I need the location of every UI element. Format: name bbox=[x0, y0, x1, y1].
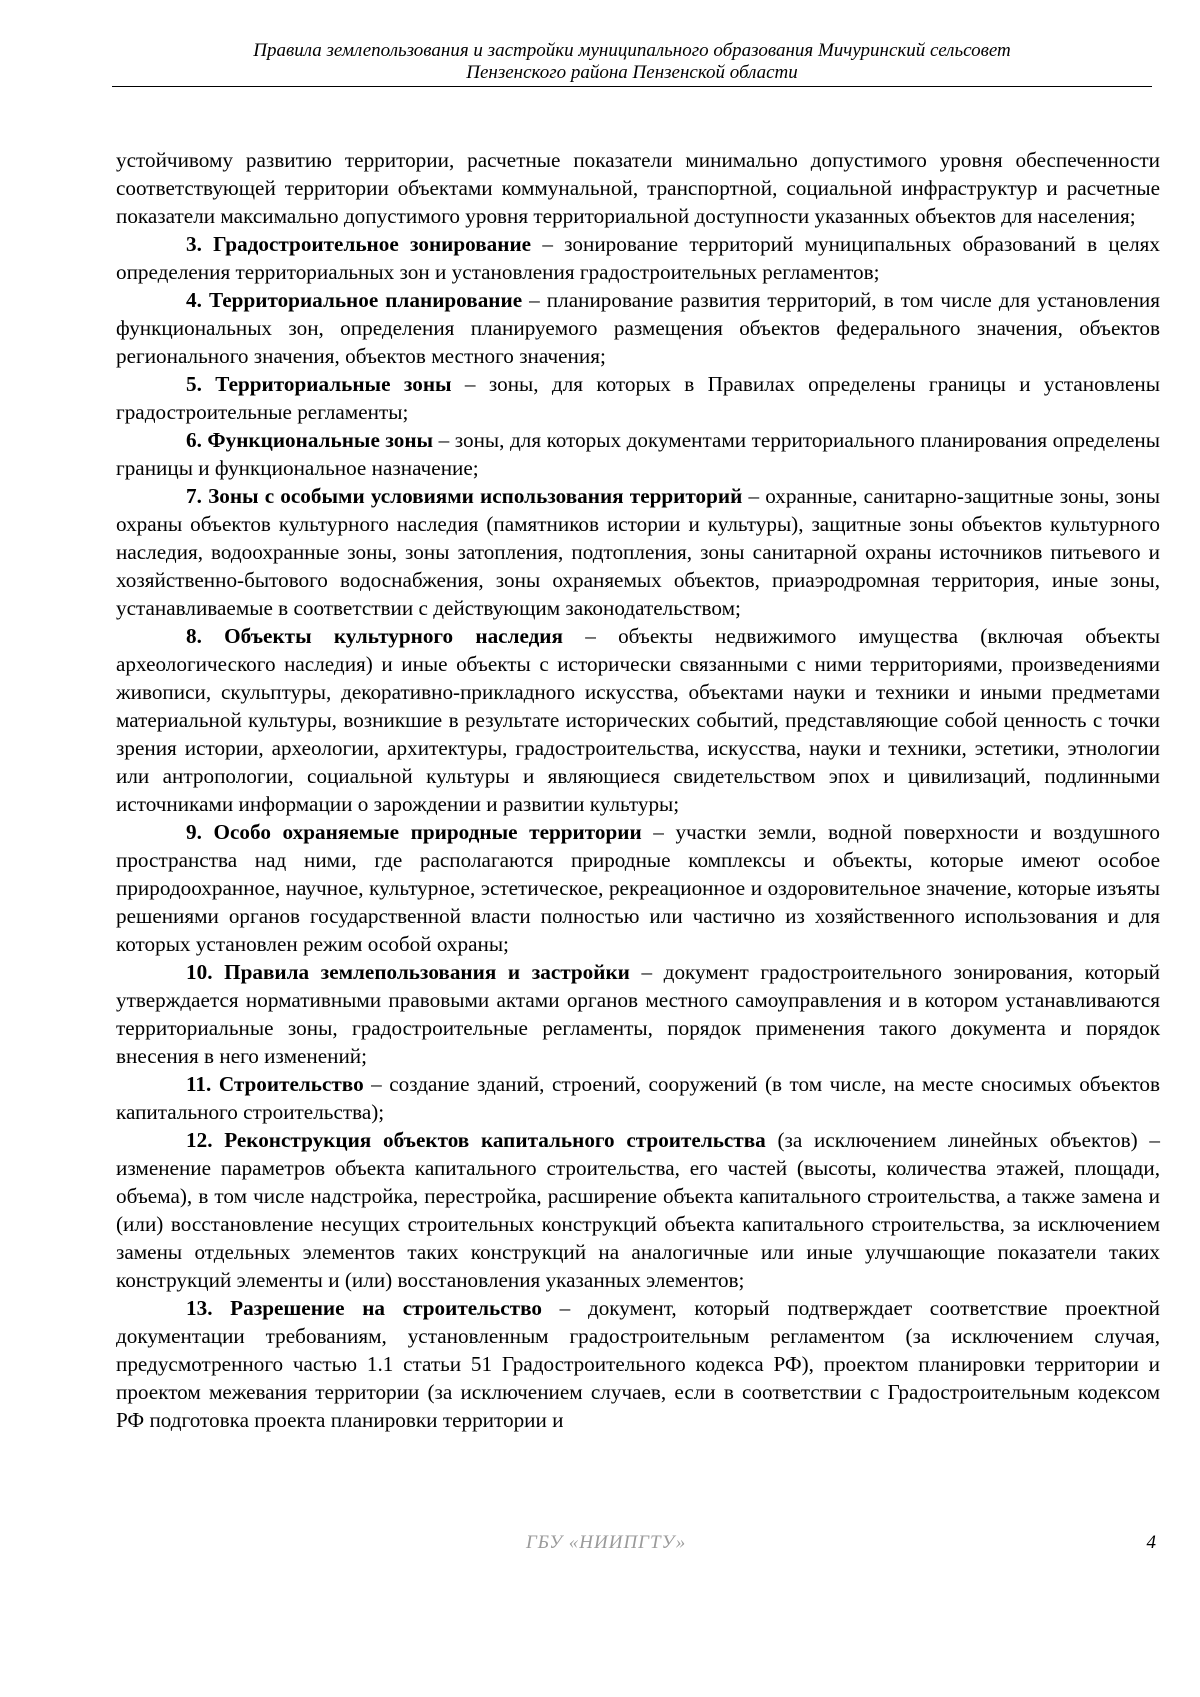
item-number: 10. bbox=[186, 960, 213, 984]
item-number: 4. bbox=[186, 288, 202, 312]
header-line-2: Пензенского района Пензенской области bbox=[466, 62, 798, 83]
item-number: 3. bbox=[186, 232, 202, 256]
item-term: 10. Правила землепользования и застройки bbox=[186, 960, 630, 984]
item-number: 13. bbox=[186, 1296, 213, 1320]
page-header bbox=[112, 40, 1152, 84]
item-text: – участки земли, водной поверхности и воздушного пространства над ними, где располагаются природные комплексы и объекты, которые имеют особое природоохранное, научное, культурное, эстетическое, рекреационное и оздоровительное значение, которые изъяты решениями органов государственной власти полностью или частично из хозяйственного использования и для которых установлен режим особой охраны; bbox=[116, 820, 1160, 956]
header-rule bbox=[112, 86, 1152, 87]
item-term: 11. Строительство bbox=[186, 1072, 364, 1096]
item-text: – планирование развития территорий, в том числе для установления функциональных зон, определения планируемого размещения объектов федерального значения, объектов регионального значения, объектов местного значения; bbox=[116, 288, 1160, 368]
item-number: 12. bbox=[186, 1128, 213, 1152]
item-text: – документ градостроительного зонирования, который утверждается нормативными правовыми актами органов местного самоуправления и в котором устанавливаются территориальные зоны, градостроительные регламенты, порядок применения такого документа и порядок внесения в него изменений; bbox=[116, 960, 1161, 1068]
definition-item bbox=[116, 958, 1160, 1070]
item-text: – зоны, для которых в Правилах определены границы и установлены градостроительные регламенты; bbox=[116, 372, 1161, 424]
header-line-1: Правила землепользования и застройки муниципального образования Мичуринский сельсовет bbox=[253, 40, 1011, 61]
item-text: – документ, который подтверждает соответствие проектной документации требованиям, установленным градостроительным регламентом (за исключением случая, предусмотренного частью 1.1 статьи 51 Градостроительного кодекса РФ), проектом планировки территории и проектом межевания территории (за исключением случаев, если в соответствии с Градостроительным кодексом РФ подготовка проекта планировки территории и bbox=[116, 1296, 1160, 1432]
item-number: 6. bbox=[186, 428, 202, 452]
footer-organization: ГБУ «НИИПГТУ» bbox=[526, 1532, 687, 1553]
definition-item bbox=[116, 818, 1160, 958]
item-number: 5. bbox=[186, 372, 202, 396]
item-number: 7. bbox=[186, 484, 202, 508]
document-body bbox=[116, 146, 1160, 1434]
item-text: (за исключением линейных объектов) – изменение параметров объекта капитального строительства, его частей (высоты, количества этажей, площади, объема), в том числе надстройка, перестройка, расширение объекта капитального строительства, а также замена и (или) восстановление несущих строительных конструкций объекта капитального строительства, за исключением замены отдельных элементов таких конструкций на аналогичные или иные улучшающие показатели таких конструкций элементы и (или) восстановления указанных элементов; bbox=[116, 1128, 1161, 1292]
item-text: – создание зданий, строений, сооружений (в том числе, на месте сносимых объектов капитального строительства); bbox=[116, 1072, 1160, 1124]
item-term: 12. Реконструкция объектов капитального строительства bbox=[186, 1128, 766, 1152]
item-term: 3. Градостроительное зонирование bbox=[186, 232, 532, 256]
item-term: 13. Разрешение на строительство bbox=[186, 1296, 542, 1320]
definition-item bbox=[116, 1126, 1160, 1294]
definition-item bbox=[116, 622, 1160, 818]
definition-item bbox=[116, 370, 1160, 426]
item-text: – зоны, для которых документами территориального планирования определены границы и функциональное назначение; bbox=[116, 428, 1160, 480]
definition-item bbox=[116, 286, 1160, 370]
item-number: 11. bbox=[186, 1072, 212, 1096]
item-number: 9. bbox=[186, 820, 202, 844]
item-term: 6. Функциональные зоны bbox=[186, 428, 434, 452]
intro-paragraph: устойчивому развитию территории, расчетные показатели минимально допустимого уровня обеспеченности соответствующей территории объектами коммунальной, транспортной, социальной инфраструктур и расчетные показатели максимально допустимого уровня территориальной доступности указанных объектов для населения; bbox=[116, 148, 1160, 228]
item-term: 8. Объекты культурного наследия bbox=[186, 624, 563, 648]
definition-item bbox=[116, 482, 1160, 622]
item-term: 4. Территориальное планирование bbox=[186, 288, 523, 312]
item-text: – зонирование территорий муниципальных образований в целях определения территориальных зон и установления градостроительных регламентов; bbox=[116, 232, 1161, 284]
definition-item bbox=[116, 230, 1160, 286]
item-number: 8. bbox=[186, 624, 202, 648]
page-number: 4 bbox=[1146, 1532, 1156, 1553]
definition-item bbox=[116, 426, 1160, 482]
definition-item bbox=[116, 1294, 1160, 1434]
item-term: 5. Территориальные зоны bbox=[186, 372, 452, 396]
page-footer bbox=[116, 1532, 1160, 1558]
item-text: – объекты недвижимого имущества (включая объекты археологического наследия) и иные объекты с исторически связанными с ними территориями, произведениями живописи, скульптуры, декоративно-прикладного искусства, объектами науки и техники и иными предметами материальной культуры, возникшие в результате исторических событий, представляющие собой ценность с точки зрения истории, археологии, архитектуры, градостроительства, искусства, науки и техники, эстетики, этнологии или антропологии, социальной культуры и являющиеся свидетельством эпох и цивилизаций, подлинными источниками информации о зарождении и развитии культуры; bbox=[116, 624, 1160, 816]
definition-item bbox=[116, 1070, 1160, 1126]
item-text: – охранные, санитарно-защитные зоны, зоны охраны объектов культурного наследия (памятников истории и культуры), защитные зоны объектов культурного наследия, водоохранные зоны, зоны затопления, подтопления, зоны санитарной охраны источников питьевого и хозяйственно-бытового водоснабжения, зоны охраняемых объектов, приаэродромная территория, иные зоны, устанавливаемые в соответствии с действующим законодательством; bbox=[116, 484, 1161, 620]
item-term: 7. Зоны с особыми условиями использования территорий bbox=[186, 484, 743, 508]
item-term: 9. Особо охраняемые природные территории bbox=[186, 820, 642, 844]
